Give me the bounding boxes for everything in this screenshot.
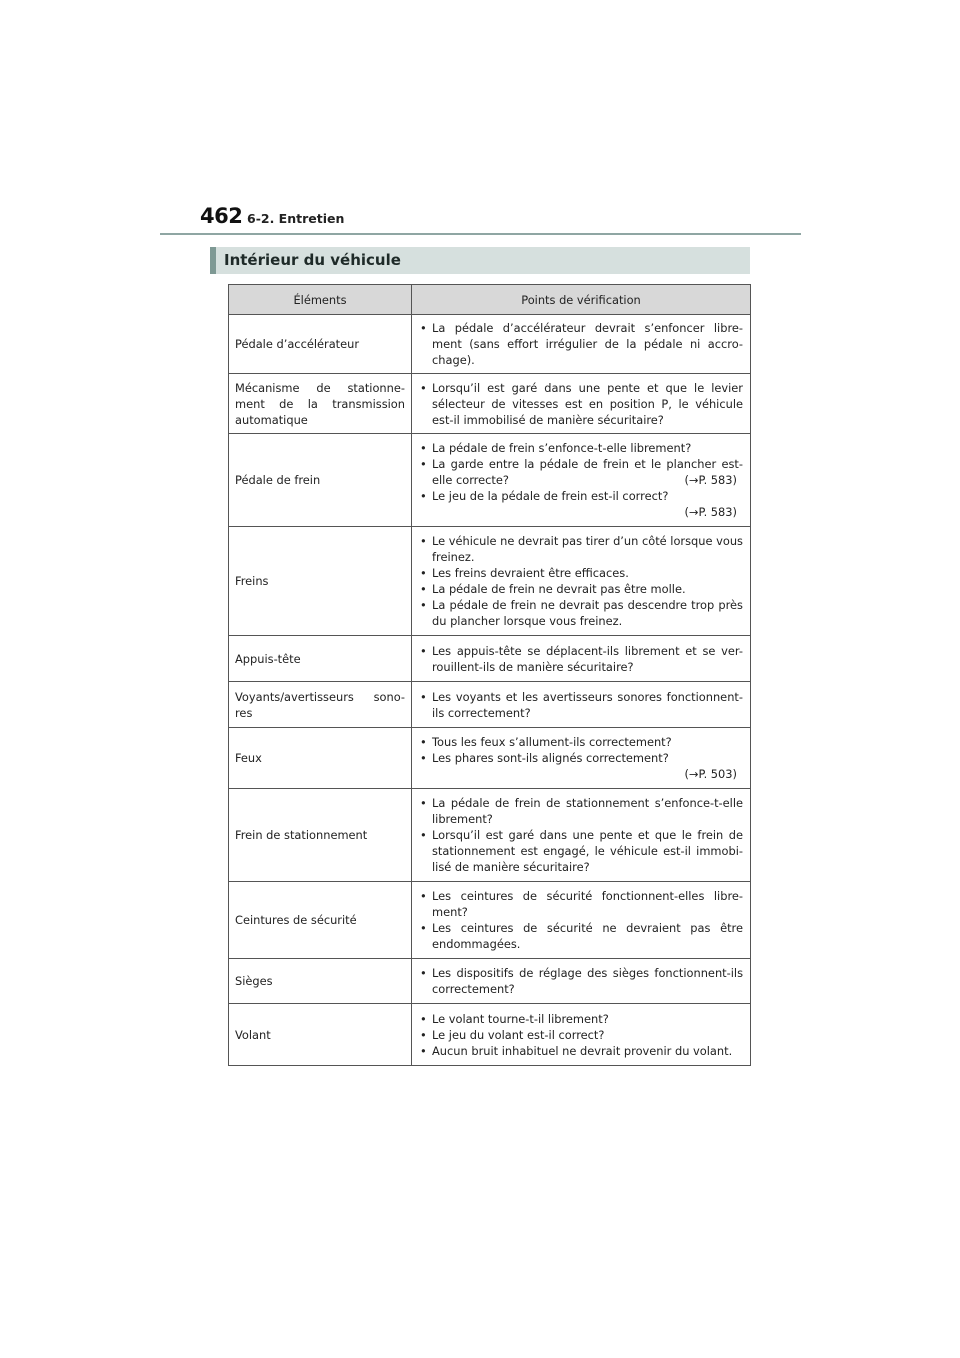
checkpoint-item bbox=[418, 1027, 743, 1043]
table-row bbox=[229, 636, 751, 682]
checkpoint-text: La pédale de frein s’enfonce-t-elle librement? bbox=[432, 441, 692, 455]
page-reference: (→P. 583) bbox=[684, 473, 737, 487]
inspection-table bbox=[228, 284, 751, 1066]
element-cell: Pédale de frein bbox=[229, 434, 412, 527]
checkpoint-item bbox=[418, 1043, 743, 1059]
checkpoint-item bbox=[418, 581, 743, 597]
column-header-checkpoints: Points de vérification bbox=[412, 285, 751, 315]
checkpoint-text: Les phares sont-ils alignés correctement? bbox=[432, 751, 669, 765]
checkpoint-item bbox=[418, 750, 743, 782]
checkpoints-cell bbox=[412, 434, 751, 527]
banner-title: Intérieur du véhicule bbox=[224, 251, 401, 269]
checkpoint-item bbox=[418, 689, 743, 721]
checkpoint-item bbox=[418, 965, 743, 997]
page-reference: (→P. 503) bbox=[684, 767, 737, 781]
checkpoint-text: La pédale de frein ne devrait pas être molle. bbox=[432, 582, 686, 596]
element-cell: Sièges bbox=[229, 959, 412, 1004]
table-row bbox=[229, 374, 751, 434]
table-row bbox=[229, 434, 751, 527]
checkpoint-text: Le volant tourne-t-il librement? bbox=[432, 1011, 609, 1026]
checkpoint-text: Le véhicule ne devrait pas tirer d’un côté lorsque vous freinez. bbox=[432, 534, 743, 564]
checkpoint-item bbox=[418, 533, 743, 565]
checkpoints-cell bbox=[412, 527, 751, 636]
checkpoint-text: Lorsqu’il est garé dans une pente et que le levier sélecteur de vitesses est en position P, le véhicule est-il immobilisé de manière sécuritaire? bbox=[432, 380, 743, 427]
checkpoints-cell bbox=[412, 789, 751, 882]
checkpoints-cell bbox=[412, 1004, 751, 1066]
checkpoint-text: La pédale d’accélérateur devrait s’enfoncer libre-ment (sans effort irrégulier de la pédale ni accro-chage). bbox=[432, 321, 743, 367]
checkpoint-item bbox=[418, 597, 743, 629]
checkpoint-item bbox=[418, 795, 743, 827]
page-number: 462 bbox=[200, 204, 243, 228]
checkpoint-item bbox=[418, 488, 743, 520]
banner-accent-bar bbox=[210, 247, 216, 274]
page-reference: (→P. 583) bbox=[684, 505, 737, 519]
table-row bbox=[229, 1004, 751, 1066]
checkpoint-text: Les voyants et les avertisseurs sonores fonctionnent-ils correctement? bbox=[432, 689, 743, 720]
element-cell: Frein de stationnement bbox=[229, 789, 412, 882]
checkpoint-text: La pédale de frein ne devrait pas descendre trop près du plancher lorsque vous freinez. bbox=[432, 598, 743, 628]
checkpoint-text: Les dispositifs de réglage des sièges fonctionnent-ils correctement? bbox=[432, 966, 743, 996]
checkpoints-cell bbox=[412, 315, 751, 374]
checkpoints-cell bbox=[412, 682, 751, 728]
checkpoint-item bbox=[418, 380, 743, 428]
table-row bbox=[229, 315, 751, 374]
checkpoint-text: Le jeu de la pédale de frein est-il correct? bbox=[432, 489, 669, 503]
page-header bbox=[200, 204, 800, 234]
checkpoint-item bbox=[418, 920, 743, 952]
checkpoint-item bbox=[418, 565, 743, 581]
table-row bbox=[229, 882, 751, 959]
checkpoint-text: Les ceintures de sécurité ne devraient pas être endommagées. bbox=[432, 921, 743, 951]
section-banner bbox=[210, 247, 750, 274]
checkpoint-text: Aucun bruit inhabituel ne devrait provenir du volant. bbox=[432, 1043, 733, 1058]
element-cell: Volant bbox=[229, 1004, 412, 1066]
element-cell: Voyants/avertisseurs sono-res bbox=[229, 682, 412, 728]
checkpoint-item bbox=[418, 643, 743, 675]
checkpoint-item bbox=[418, 888, 743, 920]
table-row bbox=[229, 789, 751, 882]
checkpoint-item bbox=[418, 734, 743, 750]
checkpoint-item bbox=[418, 1011, 743, 1027]
table-row bbox=[229, 527, 751, 636]
element-cell: Mécanisme de stationne-ment de la transmission automatique bbox=[229, 374, 412, 434]
table-row bbox=[229, 682, 751, 728]
table-header-row bbox=[229, 285, 751, 315]
section-title: 6-2. Entretien bbox=[247, 211, 345, 226]
checkpoints-cell bbox=[412, 374, 751, 434]
checkpoints-cell bbox=[412, 959, 751, 1004]
element-cell: Appuis-tête bbox=[229, 636, 412, 682]
checkpoint-text: Les ceintures de sécurité fonctionnent-elles libre-ment? bbox=[432, 889, 743, 919]
element-cell: Feux bbox=[229, 728, 412, 789]
checkpoint-item bbox=[418, 320, 743, 368]
table-row bbox=[229, 728, 751, 789]
header-divider bbox=[160, 233, 801, 235]
checkpoint-text: La garde entre la pédale de frein et le plancher est-elle correcte? bbox=[432, 457, 743, 487]
element-cell: Freins bbox=[229, 527, 412, 636]
checkpoints-cell bbox=[412, 882, 751, 959]
element-cell: Ceintures de sécurité bbox=[229, 882, 412, 959]
table-row bbox=[229, 959, 751, 1004]
checkpoint-text: Tous les feux s’allument-ils correctement? bbox=[432, 735, 672, 749]
checkpoints-cell bbox=[412, 636, 751, 682]
checkpoint-text: Lorsqu’il est garé dans une pente et que le frein de stationnement est engagé, le véhicule est-il immobi-lisé de manière sécuritaire? bbox=[432, 828, 743, 874]
checkpoint-text: Le jeu du volant est-il correct? bbox=[432, 1027, 605, 1042]
checkpoint-text: Les appuis-tête se déplacent-ils librement et se ver-rouillent-ils de manière sécuritaire? bbox=[432, 643, 743, 674]
checkpoint-text: Les freins devraient être efficaces. bbox=[432, 566, 629, 580]
checkpoint-item bbox=[418, 827, 743, 875]
column-header-elements: Éléments bbox=[229, 285, 412, 315]
checkpoints-cell bbox=[412, 728, 751, 789]
checkpoint-item bbox=[418, 440, 743, 456]
element-cell: Pédale d’accélérateur bbox=[229, 315, 412, 374]
checkpoint-item bbox=[418, 456, 743, 488]
checkpoint-text: La pédale de frein de stationnement s’enfonce-t-elle librement? bbox=[432, 796, 743, 826]
